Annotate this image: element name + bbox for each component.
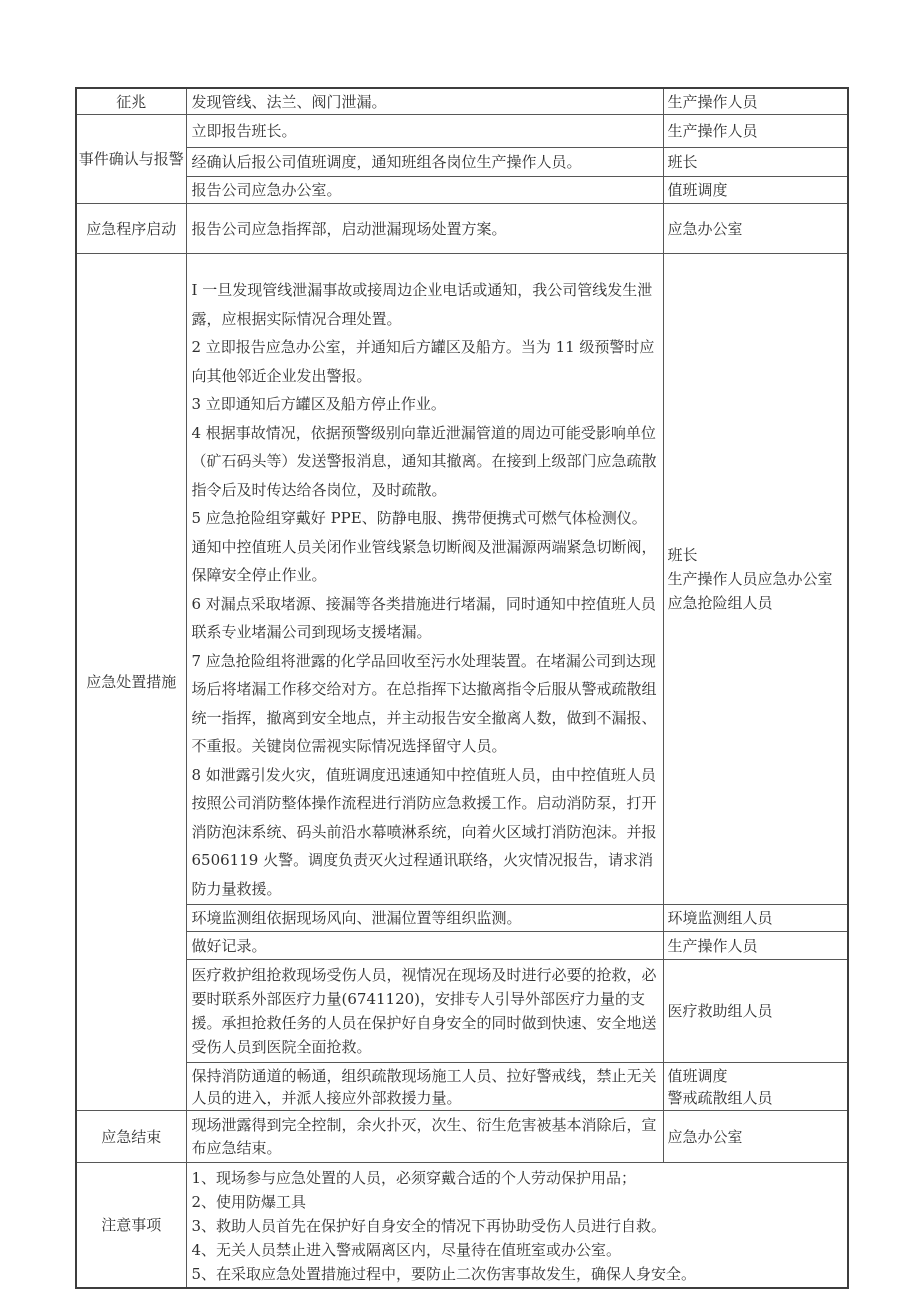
table-row: [76, 905, 848, 932]
table-row: [76, 177, 848, 204]
owner-line: 值班调度: [667, 1066, 728, 1085]
measure-paragraph: 8 如泄露引发火灾，值班调度迅速通知中控值班人员，由中控值班人员按照公司消防整体操作流程进行消防应急救援工作。启动消防泵，打开消防泡沫系统、码头前沿水幕喷淋系统，向着火区域打消防泡沫。并报 6506119 火警。调度负责灭火过程通讯联络，火灾情况报告，请求消防力量救援。: [191, 765, 657, 898]
measure-paragraph: 2 立即报告应急办公室，并通知后方罐区及船方。当为 11 级预警时应向其他邻近企业发出警报。: [191, 338, 655, 385]
action-cell: 环境监测组依据现场风向、泄漏位置等组织监测。: [186, 905, 663, 932]
stage-cell-response-measures: 应急处置措施: [76, 254, 186, 1111]
action-cell: 报告公司应急指挥部，启动泄漏现场处置方案。: [186, 204, 663, 254]
table-row: [76, 88, 848, 115]
owner-cell: 医疗救助组人员: [663, 960, 848, 1063]
owner-cell-measures: [663, 254, 848, 905]
owner-cell: 生产操作人员: [663, 932, 848, 960]
action-cell-measures: [186, 254, 663, 905]
note-line: 5、在采取应急处置措施过程中，要防止二次伤害事故发生，确保人身安全。: [191, 1265, 697, 1283]
owner-line: 警戒疏散组人员: [667, 1088, 773, 1107]
owner-line: 班长: [667, 546, 698, 564]
measure-paragraph: 6 对漏点采取堵源、接漏等各类措施进行堵漏，同时通知中控值班人员联系专业堵漏公司到现场支援堵漏。: [191, 594, 656, 641]
owner-cell: 生产操作人员: [663, 88, 848, 115]
stage-cell-precautions: 注意事项: [76, 1163, 186, 1289]
table-row: [76, 1163, 848, 1289]
table-row: [76, 148, 848, 177]
owner-cell: 应急办公室: [663, 1111, 848, 1163]
table-row: [76, 960, 848, 1063]
owner-cell: 环境监测组人员: [663, 905, 848, 932]
table-row: [76, 1111, 848, 1163]
action-cell: 立即报告班长。: [186, 115, 663, 148]
precautions-cell: [186, 1163, 848, 1289]
table-row: [76, 932, 848, 960]
stage-cell-procedure-start: 应急程序启动: [76, 204, 186, 254]
action-cell: 保持消防通道的畅通，组织疏散现场施工人员、拉好警戒线，禁止无关人员的进入，并派人接应外部救援力量。: [186, 1063, 663, 1111]
owner-cell: 应急办公室: [663, 204, 848, 254]
action-cell: 发现管线、法兰、阀门泄漏。: [186, 88, 663, 115]
note-line: 1、现场参与应急处置的人员，必须穿戴合适的个人劳动保护用品；: [191, 1169, 637, 1187]
action-cell: 经确认后报公司值班调度，通知班组各岗位生产操作人员。: [186, 148, 663, 177]
measure-paragraph: 4 根据事故情况，依据预警级别向靠近泄漏管道的周边可能受影响单位（矿石码头等）发送警报消息，通知其撤离。在接到上级部门应急疏散指令后及时传达给各岗位，及时疏散。: [191, 423, 657, 499]
stage-cell-emergency-end: 应急结束: [76, 1111, 186, 1163]
stage-cell-confirm-report: 事件确认与报警: [76, 115, 186, 204]
action-cell: 现场泄露得到完全控制，余火扑灭，次生、衍生危害被基本消除后，宣布应急结束。: [186, 1111, 663, 1163]
owner-line: 生产操作人员应急办公室: [667, 570, 833, 588]
owner-line: 应急抢险组人员: [667, 594, 773, 612]
owner-cell: 班长: [663, 148, 848, 177]
owner-cell: 生产操作人员: [663, 115, 848, 148]
table-row: [76, 115, 848, 148]
table-row: [76, 1063, 848, 1111]
owner-cell: [663, 1063, 848, 1111]
measure-paragraph: I 一旦发现管线泄漏事故或接周边企业电话或通知，我公司管线发生泄露，应根据实际情况合理处置。: [191, 281, 653, 328]
owner-cell: 值班调度: [663, 177, 848, 204]
measure-paragraph: 3 立即通知后方罐区及船方停止作业。: [191, 395, 446, 413]
action-cell: 报告公司应急办公室。: [186, 177, 663, 204]
action-cell: 医疗救护组抢救现场受伤人员，视情况在现场及时进行必要的抢救，必要时联系外部医疗力量(6741120)，安排专人引导外部医疗力量的支援。承担抢救任务的人员在保护好自身安全的同时做到快速、安全地送受伤人员到医院全面抢救。: [186, 960, 663, 1063]
action-cell: 做好记录。: [186, 932, 663, 960]
table-row: [76, 204, 848, 254]
note-line: 3、救助人员首先在保护好自身安全的情况下再协助受伤人员进行自救。: [191, 1217, 667, 1235]
stage-cell-signs: 征兆: [76, 88, 186, 115]
note-line: 2、使用防爆工具: [191, 1193, 307, 1211]
measure-paragraph: 7 应急抢险组将泄露的化学品回收至污水处理装置。在堵漏公司到达现场后将堵漏工作移交给对方。在总指挥下达撤离指令后服从警戒疏散组统一指挥，撤离到安全地点，并主动报告安全撤离人数，做到不漏报、不重报。关键岗位需视实际情况选择留守人员。: [191, 651, 657, 755]
emergency-response-table: [75, 87, 849, 1289]
measure-paragraph: 5 应急抢险组穿戴好 PPE、防静电服、携带便携式可燃气体检测仪。通知中控值班人员关闭作业管线紧急切断阀及泄漏源两端紧急切断阀，保障安全停止作业。: [191, 509, 657, 584]
table-row: [76, 254, 848, 905]
note-line: 4、无关人员禁止进入警戒隔离区内，尽量待在值班室或办公室。: [191, 1241, 622, 1259]
